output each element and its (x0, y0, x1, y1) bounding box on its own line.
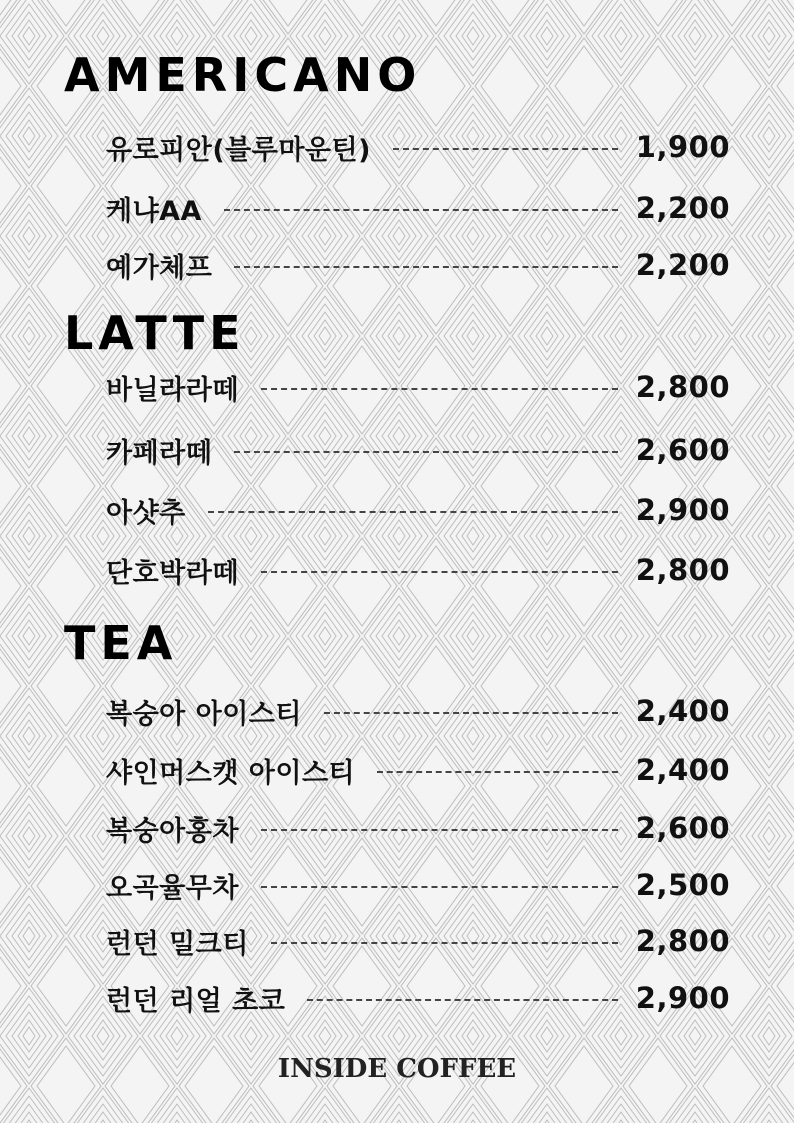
section-title-latte: LATTE (64, 306, 246, 360)
item-price: 2,800 (635, 370, 730, 404)
item-name: 아샷추 (106, 497, 186, 529)
dotted-leader (261, 829, 618, 831)
item-name: 복숭아 아이스티 (106, 698, 302, 730)
menu-item (106, 432, 730, 468)
item-price: 2,400 (635, 753, 730, 787)
item-price: 2,800 (635, 924, 730, 958)
menu-item (106, 693, 730, 729)
item-name: 복숭아홍차 (106, 815, 239, 847)
menu-item (106, 247, 730, 283)
menu-item (106, 190, 730, 226)
menu-item (106, 810, 730, 846)
item-price: 2,900 (635, 981, 730, 1015)
item-price: 1,900 (635, 130, 730, 164)
dotted-leader (271, 942, 618, 944)
brand-footer: INSIDE COFFEE (277, 1054, 517, 1084)
dotted-leader (324, 712, 618, 714)
dotted-leader (224, 209, 618, 211)
item-name: 카페라떼 (106, 437, 213, 469)
menu-item (106, 369, 730, 405)
item-price: 2,600 (635, 433, 730, 467)
item-name: 오곡율무차 (106, 872, 239, 904)
item-name: 유로피안(블루마운틴) (106, 134, 371, 166)
item-price: 2,500 (635, 868, 730, 902)
item-name: 런던 리얼 초코 (106, 985, 286, 1017)
menu-item (106, 923, 730, 959)
menu-item (106, 867, 730, 903)
item-name: 런던 밀크티 (106, 928, 249, 960)
item-price: 2,200 (635, 191, 730, 225)
menu-item (106, 752, 730, 788)
dotted-leader (234, 451, 617, 453)
item-name: 단호박라떼 (106, 557, 239, 589)
item-name: 케냐AA (106, 195, 202, 227)
item-name: 예가체프 (106, 252, 213, 284)
item-price: 2,600 (635, 811, 730, 845)
item-price: 2,400 (635, 694, 730, 728)
section-title-americano: AMERICANO (64, 48, 422, 102)
item-name: 바닐라라떼 (106, 374, 239, 406)
dotted-leader (393, 148, 618, 150)
item-price: 2,900 (635, 493, 730, 527)
menu-item (106, 552, 730, 588)
item-price: 2,200 (635, 248, 730, 282)
dotted-leader (261, 571, 618, 573)
item-name: 샤인머스캣 아이스티 (106, 757, 356, 789)
dotted-leader (208, 511, 618, 513)
menu-item (106, 129, 730, 165)
dotted-leader (307, 999, 617, 1001)
menu-item (106, 980, 730, 1016)
dotted-leader (377, 771, 618, 773)
item-price: 2,800 (635, 553, 730, 587)
dotted-leader (234, 266, 617, 268)
dotted-leader (261, 886, 618, 888)
section-title-tea: TEA (64, 616, 178, 670)
dotted-leader (261, 388, 618, 390)
menu-item (106, 492, 730, 528)
